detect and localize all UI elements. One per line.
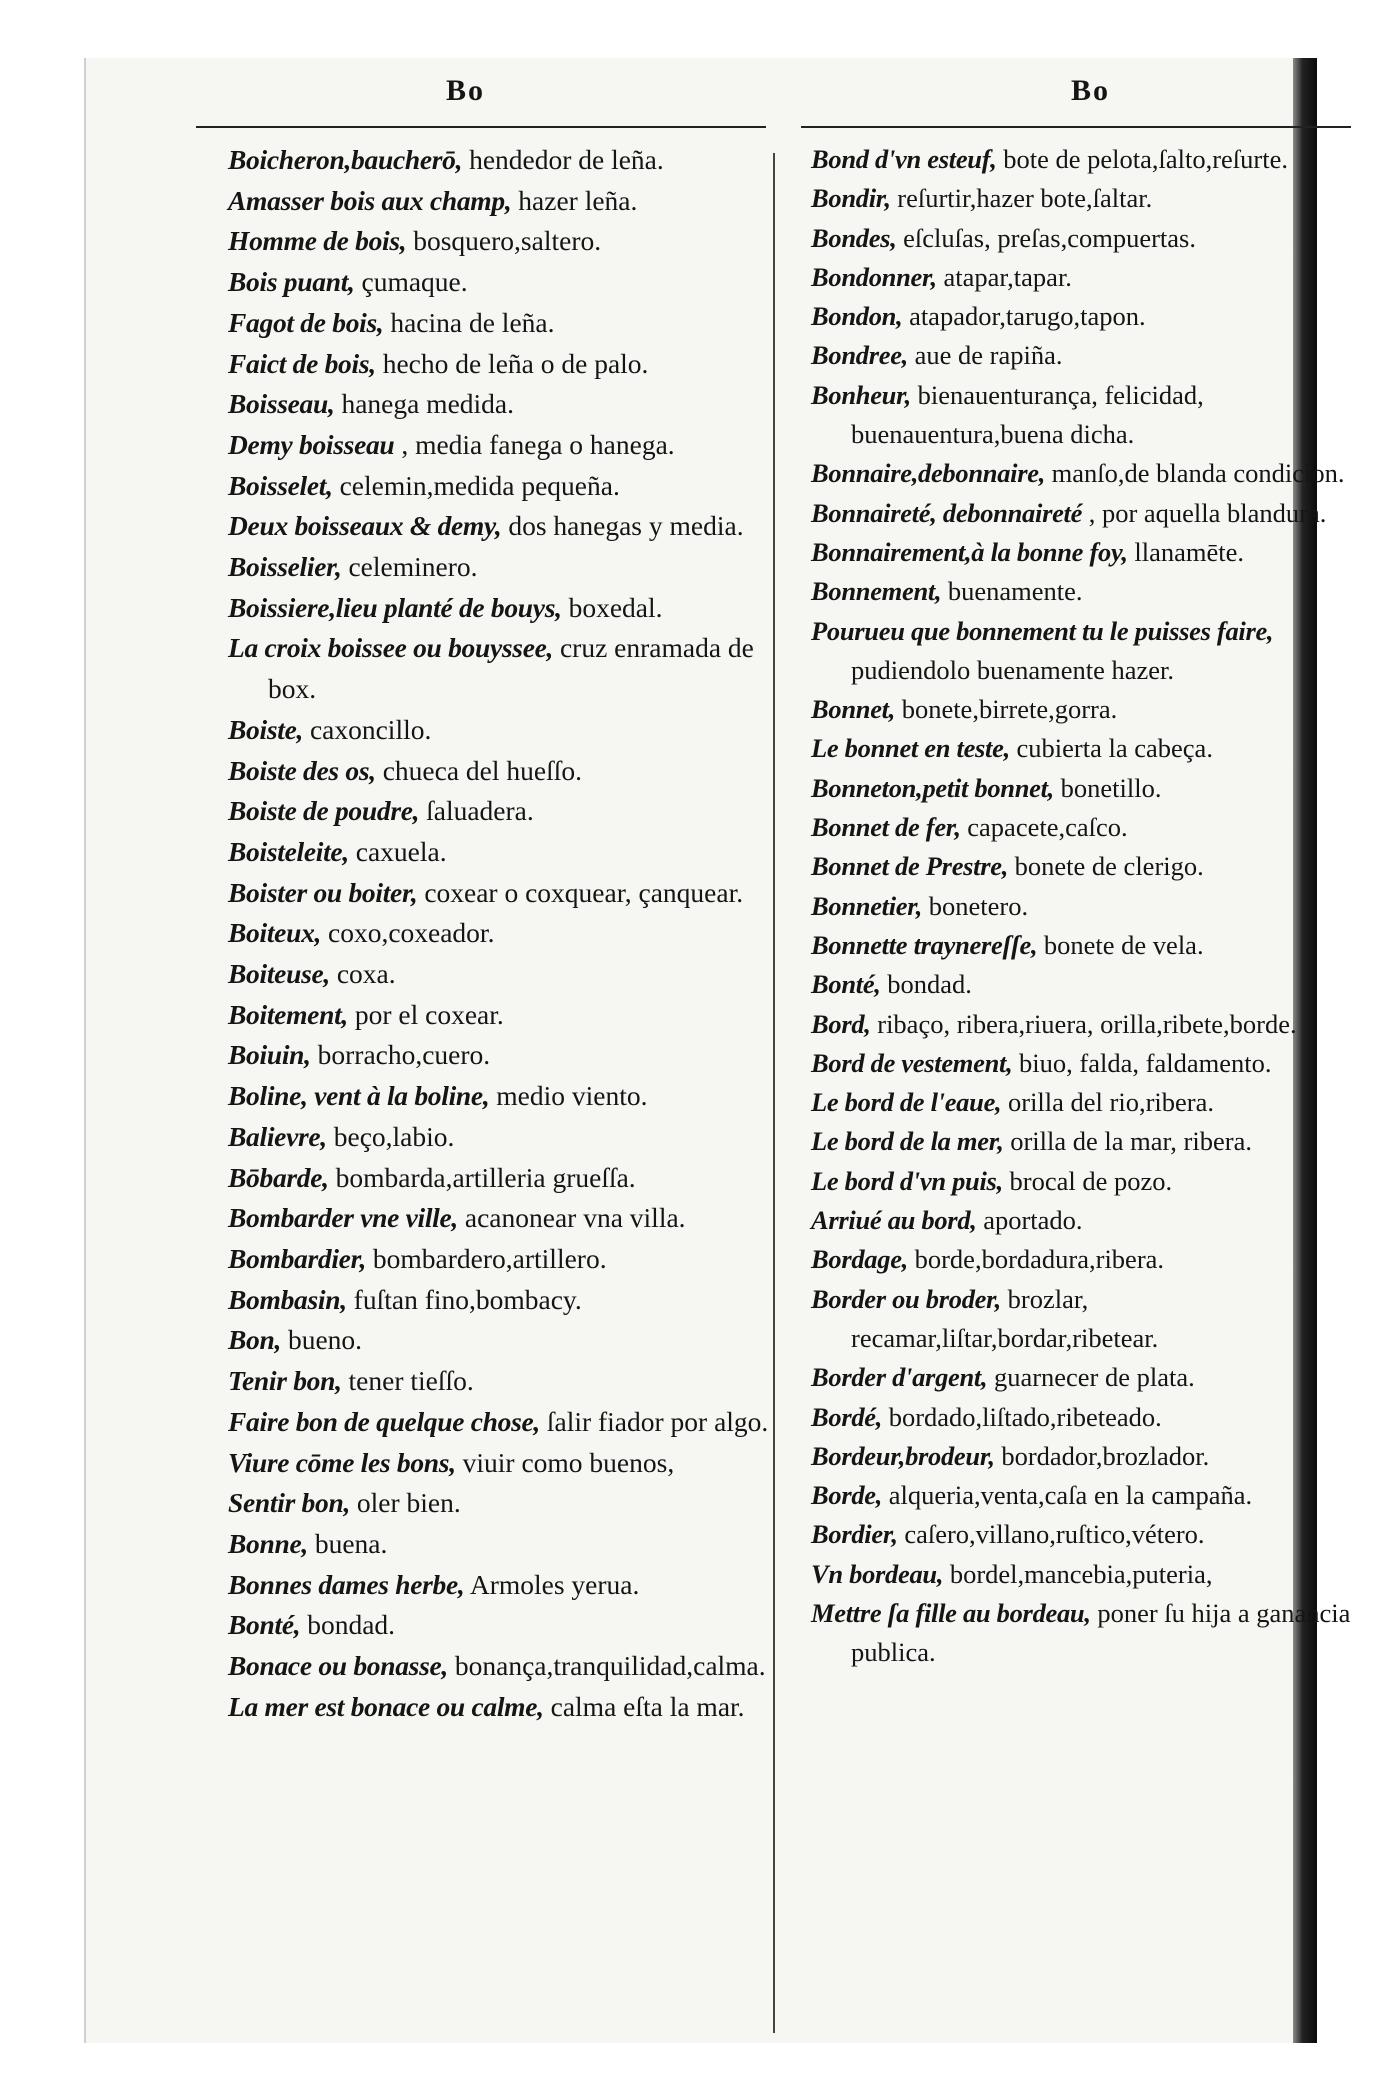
entry-definition: capacete,caſco.: [967, 812, 1128, 843]
entry-definition: acanonear vna villa.: [464, 1202, 686, 1234]
entry-headword: Boiste des os,: [228, 754, 376, 786]
entry-headword: Bonté,: [228, 1609, 301, 1641]
dictionary-entry: [811, 729, 1386, 768]
entry-definition: hendedor de leña.: [469, 144, 664, 175]
book-page: [84, 58, 1351, 2043]
entry-headword: Bonnet,: [811, 694, 896, 725]
dictionary-entry: [228, 425, 770, 466]
entry-definition: bienauenturança, felicidad, buenauentura,buena dicha.: [851, 379, 1204, 450]
entry-definition: bordado,liſtado,ribeteado.: [888, 1401, 1162, 1432]
dictionary-entry: [228, 1158, 770, 1199]
dictionary-entry: [228, 303, 770, 344]
entry-headword: Bondon,: [811, 301, 903, 332]
entry-definition: beço,labio.: [333, 1120, 455, 1152]
dictionary-entry: [228, 1076, 770, 1117]
entry-definition: calma eſta la mar.: [550, 1690, 745, 1722]
dictionary-entry: [228, 1443, 770, 1484]
entry-definition: por el coxear.: [354, 998, 504, 1030]
entry-definition: bonete,birrete,gorra.: [901, 694, 1118, 725]
dictionary-entry: [811, 140, 1386, 179]
entry-headword: Le bonnet en teste,: [811, 733, 1010, 764]
entry-headword: Bonnes dames herbe,: [228, 1568, 465, 1600]
entry-headword: Bonne,: [228, 1527, 308, 1559]
entry-headword: Boicheron,baucherō,: [228, 144, 463, 175]
entry-definition: caxoncillo.: [309, 713, 432, 745]
entry-definition: bonete de vela.: [1043, 929, 1204, 960]
entry-headword: La croix boissee ou bouyssee,: [228, 632, 554, 664]
entry-definition: bondad.: [887, 969, 972, 1000]
entry-definition: oler bien.: [356, 1487, 461, 1519]
dictionary-entry: [228, 1687, 770, 1728]
entry-headword: Balievre,: [228, 1120, 327, 1152]
entry-headword: Bombardier,: [228, 1242, 367, 1274]
dictionary-entry: [811, 1044, 1386, 1083]
dictionary-entry: [811, 258, 1386, 297]
dictionary-entry: [228, 466, 770, 507]
entry-headword: Boisselier,: [228, 551, 342, 583]
dictionary-entry: [811, 1083, 1386, 1122]
entry-definition: bombarda,artilleria grueſſa.: [335, 1161, 636, 1193]
dictionary-entry: [811, 1240, 1386, 1279]
entry-headword: Le bord de la mer,: [811, 1126, 1004, 1157]
entry-definition: bordador,brozlador.: [1001, 1440, 1210, 1471]
dictionary-entry: [228, 791, 770, 832]
dictionary-entry: [811, 1005, 1386, 1044]
entry-definition: fuſtan fino,bombacy.: [353, 1283, 582, 1315]
entry-headword: Bombasin,: [228, 1283, 347, 1315]
dictionary-entry: [228, 751, 770, 792]
entry-headword: Bordier,: [811, 1519, 898, 1550]
dictionary-entry: [228, 384, 770, 425]
entry-definition: , media fanega o hanega.: [401, 428, 675, 460]
dictionary-entry: [811, 1515, 1386, 1554]
entry-headword: Boiste,: [228, 713, 304, 745]
dictionary-entry: [811, 1201, 1386, 1240]
entry-headword: Demy boisseau: [228, 428, 395, 460]
entry-definition: llanamēte.: [1134, 536, 1244, 567]
entry-definition: buenamente.: [947, 576, 1083, 607]
entry-definition: orilla del rio,ribera.: [1008, 1087, 1215, 1118]
dictionary-entry: [811, 887, 1386, 926]
entry-headword: Bonté,: [811, 969, 881, 1000]
dictionary-entry: [811, 1476, 1386, 1515]
dictionary-entry: [228, 262, 770, 303]
entry-definition: hazer leña.: [518, 184, 638, 216]
header-rule-right: [801, 126, 1351, 128]
entry-definition: coxear o coxquear, çanquear.: [424, 876, 744, 908]
entry-headword: Bōbarde,: [228, 1161, 329, 1193]
entry-headword: Bombarder vne ville,: [228, 1202, 459, 1234]
dictionary-entry: [811, 1162, 1386, 1201]
entry-headword: Sentir bon,: [228, 1487, 351, 1519]
entry-headword: Bondir,: [811, 183, 891, 214]
entry-definition: aportado.: [983, 1205, 1083, 1236]
right-column: [811, 140, 1386, 1673]
entry-definition: guarnecer de plata.: [993, 1362, 1195, 1393]
dictionary-entry: [228, 1524, 770, 1565]
entry-definition: borde,bordadura,ribera.: [914, 1244, 1165, 1275]
entry-headword: Boline, vent à la boline,: [228, 1080, 490, 1112]
entry-headword: Bondree,: [811, 340, 908, 371]
entry-headword: Viure cōme les bons,: [228, 1446, 456, 1478]
dictionary-entry: [228, 1483, 770, 1524]
entry-definition: buena.: [314, 1527, 388, 1559]
dictionary-entry: [811, 376, 1386, 455]
entry-definition: dos hanegas y media.: [508, 510, 744, 542]
entry-headword: Bonnetier,: [811, 890, 923, 921]
entry-headword: Tenir bon,: [228, 1365, 342, 1397]
dictionary-entry: [811, 690, 1386, 729]
dictionary-entry: [811, 965, 1386, 1004]
entry-headword: Border ou broder,: [811, 1283, 1002, 1314]
entry-headword: Faict de bois,: [228, 347, 376, 379]
entry-headword: Boisseau,: [228, 388, 335, 420]
entry-definition: celemin,medida pequeña.: [339, 469, 620, 501]
entry-headword: La mer est bonace ou calme,: [228, 1690, 544, 1722]
dictionary-entry: [228, 181, 770, 222]
dictionary-entry: [228, 140, 770, 181]
left-column: [228, 140, 770, 1727]
entry-headword: Bondes,: [811, 222, 897, 253]
entry-definition: eſcluſas, preſas,compuertas.: [903, 222, 1196, 253]
entry-headword: Boissiere,lieu planté de bouys,: [228, 591, 562, 623]
dictionary-entry: [228, 506, 770, 547]
entry-definition: aue de rapiña.: [914, 340, 1063, 371]
dictionary-entry: [228, 1361, 770, 1402]
dictionary-entry: [811, 1122, 1386, 1161]
dictionary-entry: [811, 297, 1386, 336]
entry-headword: Fagot de bois,: [228, 306, 384, 338]
dictionary-entry: [228, 1320, 770, 1361]
entry-headword: Bonnement,: [811, 576, 942, 607]
entry-definition: bueno.: [287, 1324, 363, 1356]
dictionary-entry: [228, 1239, 770, 1280]
entry-definition: hacina de leña.: [390, 306, 555, 338]
entry-headword: Mettre ſa fille au bordeau,: [811, 1597, 1091, 1628]
entry-headword: Bonnet de fer,: [811, 812, 961, 843]
entry-headword: Borde,: [811, 1480, 883, 1511]
entry-headword: Le bord de l'eaue,: [811, 1087, 1002, 1118]
entry-definition: chueca del hueſſo.: [382, 754, 582, 786]
dictionary-entry: [811, 494, 1386, 533]
entry-definition: caſero,villano,ruſtico,vétero.: [904, 1519, 1205, 1550]
entry-definition: hanega medida.: [341, 388, 514, 420]
entry-definition: ſaluadera.: [426, 795, 534, 827]
dictionary-entry: [228, 954, 770, 995]
dictionary-entry: [228, 1605, 770, 1646]
entry-headword: Faire bon de quelque chose,: [228, 1405, 540, 1437]
dictionary-entry: [228, 1402, 770, 1443]
entry-headword: Border d'argent,: [811, 1362, 988, 1393]
entry-definition: bondad.: [307, 1609, 396, 1641]
entry-headword: Bordé,: [811, 1401, 883, 1432]
entry-definition: borracho,cuero.: [317, 1039, 491, 1071]
running-header-left: Bo: [446, 74, 486, 107]
entry-definition: brocal de pozo.: [1009, 1165, 1173, 1196]
entry-definition: tener tieſſo.: [348, 1365, 474, 1397]
entry-definition: çumaque.: [361, 266, 468, 298]
entry-definition: bosquero,saltero.: [413, 225, 602, 257]
dictionary-entry: [228, 1035, 770, 1076]
entry-headword: Boitement,: [228, 998, 348, 1030]
entry-headword: Amasser bois aux champ,: [228, 184, 512, 216]
column-divider: [773, 153, 775, 2033]
dictionary-entry: [228, 913, 770, 954]
dictionary-entry: [811, 336, 1386, 375]
entry-headword: Bordeur,brodeur,: [811, 1440, 995, 1471]
entry-definition: manſo,de blanda condicion.: [1051, 458, 1345, 489]
entry-definition: bonetillo.: [1060, 772, 1162, 803]
entry-headword: Pourueu que bonnement tu le puisses faire,: [811, 615, 1274, 646]
entry-headword: Bonnaireté, debonnaireté: [811, 497, 1083, 528]
entry-headword: Vn bordeau,: [811, 1558, 944, 1589]
entry-definition: coxa.: [336, 958, 396, 990]
dictionary-entry: [228, 221, 770, 262]
dictionary-entry: [811, 808, 1386, 847]
entry-headword: Bonnet de Prestre,: [811, 851, 1009, 882]
entry-headword: Boisteleite,: [228, 835, 349, 867]
entry-definition: caxuela.: [355, 835, 447, 867]
dictionary-entry: [228, 628, 770, 709]
dictionary-entry: [228, 588, 770, 629]
entry-headword: Bonheur,: [811, 379, 911, 410]
dictionary-entry: [811, 572, 1386, 611]
running-header-right: Bo: [1071, 74, 1111, 107]
entry-headword: Bord de vestement,: [811, 1047, 1013, 1078]
entry-headword: Bordage,: [811, 1244, 908, 1275]
entry-headword: Bon,: [228, 1324, 282, 1356]
dictionary-entry: [811, 1280, 1386, 1359]
entry-definition: alqueria,venta,caſa en la campaña.: [888, 1480, 1253, 1511]
entry-headword: Boisselet,: [228, 469, 333, 501]
dictionary-entry: [811, 1398, 1386, 1437]
header-rule-left: [196, 126, 766, 128]
entry-headword: Boister ou boiter,: [228, 876, 418, 908]
entry-definition: ſalir fiador por algo.: [546, 1405, 769, 1437]
entry-headword: Boiteuse,: [228, 958, 330, 990]
entry-headword: Le bord d'vn puis,: [811, 1165, 1003, 1196]
dictionary-entry: [811, 847, 1386, 886]
dictionary-entry: [228, 1280, 770, 1321]
entry-definition: celeminero.: [348, 551, 478, 583]
entry-definition: , por aquella blandura.: [1088, 497, 1327, 528]
entry-definition: reſurtir,hazer bote,ſaltar.: [897, 183, 1153, 214]
entry-headword: Arriué au bord,: [811, 1205, 977, 1236]
entry-headword: Bonace ou bonasse,: [228, 1650, 448, 1682]
dictionary-entry: [811, 454, 1386, 493]
entry-headword: Bonnette traynereſſe,: [811, 929, 1038, 960]
dictionary-entry: [811, 926, 1386, 965]
entry-headword: Deux boisseaux & demy,: [228, 510, 502, 542]
entry-headword: Bonneton,petit bonnet,: [811, 772, 1054, 803]
entry-definition: Armoles yerua.: [469, 1568, 640, 1600]
entry-definition: bonança,tranquilidad,calma.: [454, 1650, 766, 1682]
entry-definition: bordel,mancebia,puteria,: [949, 1558, 1213, 1589]
entry-headword: Boiuin,: [228, 1039, 311, 1071]
dictionary-entry: [811, 1358, 1386, 1397]
entry-definition: coxo,coxeador.: [327, 917, 495, 949]
dictionary-entry: [228, 1117, 770, 1158]
dictionary-entry: [811, 1555, 1386, 1594]
entry-headword: Bois puant,: [228, 266, 355, 298]
entry-definition: viuir como buenos,: [462, 1446, 675, 1478]
entry-headword: Bondonner,: [811, 261, 937, 292]
entry-definition: cubierta la cabeça.: [1016, 733, 1213, 764]
dictionary-entry: [228, 995, 770, 1036]
entry-definition: brozlar, recamar,liſtar,bordar,ribetear.: [851, 1283, 1159, 1353]
dictionary-entry: [228, 1198, 770, 1239]
dictionary-entry: [811, 1437, 1386, 1476]
entry-definition: ribaço, ribera,riuera, orilla,ribete,borde.: [877, 1008, 1297, 1039]
entry-definition: bombardero,artillero.: [372, 1242, 607, 1274]
dictionary-entry: [228, 873, 770, 914]
entry-headword: Bord,: [811, 1008, 871, 1039]
dictionary-entry: [228, 344, 770, 385]
dictionary-entry: [228, 547, 770, 588]
dictionary-entry: [811, 1594, 1386, 1673]
entry-definition: cruz enramada de box.: [268, 632, 754, 705]
dictionary-entry: [228, 832, 770, 873]
entry-headword: Boiteux,: [228, 917, 322, 949]
entry-definition: poner ſu hija a ganancia publica.: [851, 1597, 1351, 1668]
entry-definition: orilla de la mar, ribera.: [1010, 1126, 1252, 1157]
entry-headword: Bonnaire,debonnaire,: [811, 458, 1046, 489]
entry-definition: pudiendolo buenamente hazer.: [851, 654, 1175, 685]
entry-headword: Bond d'vn esteuf,: [811, 144, 997, 174]
entry-definition: atapador,tarugo,tapon.: [909, 301, 1146, 332]
dictionary-entry: [811, 612, 1386, 691]
entry-headword: Bonnairement,à la bonne foy,: [811, 536, 1128, 567]
entry-definition: boxedal.: [568, 591, 663, 623]
entry-headword: Boiste de poudre,: [228, 795, 420, 827]
dictionary-entry: [811, 219, 1386, 258]
dictionary-entry: [228, 1646, 770, 1687]
dictionary-entry: [811, 769, 1386, 808]
dictionary-entry: [811, 533, 1386, 572]
entry-definition: atapar,tapar.: [943, 261, 1072, 292]
entry-definition: bonete de clerigo.: [1014, 851, 1204, 882]
entry-definition: bote de pelota,ſalto,reſurte.: [1003, 144, 1288, 174]
dictionary-entry: [811, 179, 1386, 218]
entry-definition: hecho de leña o de palo.: [382, 347, 649, 379]
dictionary-entry: [228, 710, 770, 751]
dictionary-entry: [228, 1565, 770, 1606]
entry-headword: Homme de bois,: [228, 225, 407, 257]
entry-definition: biuo, falda, faldamento.: [1019, 1047, 1272, 1078]
entry-definition: bonetero.: [928, 890, 1029, 921]
entry-definition: medio viento.: [496, 1080, 648, 1112]
